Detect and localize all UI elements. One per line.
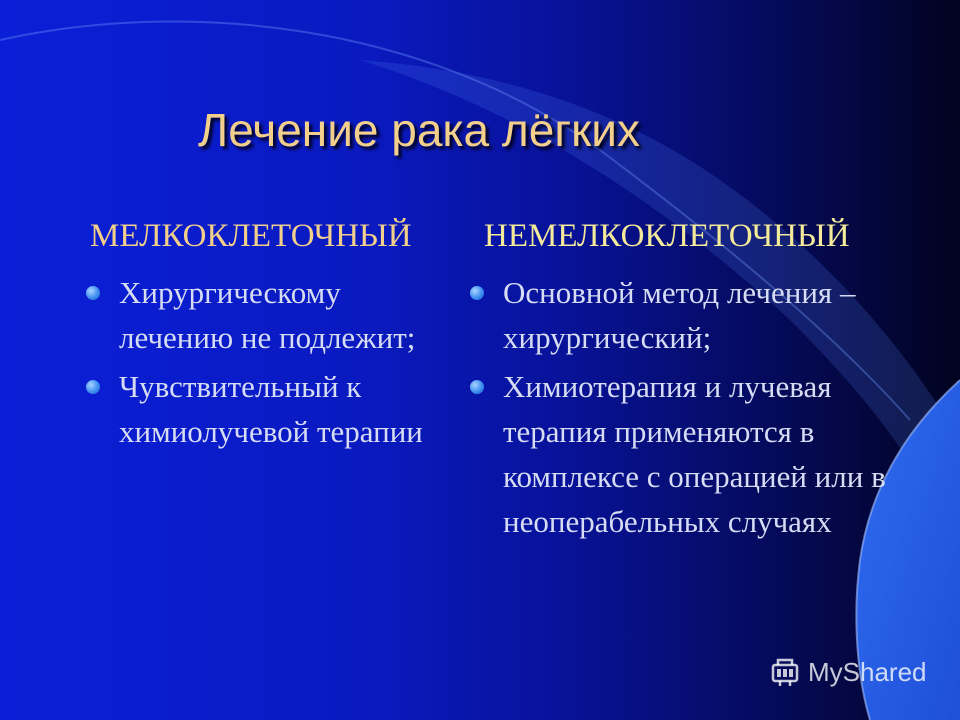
bullet-item: [468, 364, 918, 544]
myshared-watermark: [768, 655, 927, 689]
bullet-text: Основной метод лечения – хирургический;: [503, 275, 856, 355]
bullet-text: Хирургическому лечению не подлежит;: [119, 275, 416, 355]
bullet-list-small-cell: [84, 270, 429, 458]
bullet-text: Чувствительный к химиолучевой терапии: [119, 369, 423, 449]
watermark-text: MyShared: [808, 656, 927, 687]
slide-title: Лечение рака лёгких: [198, 104, 640, 156]
bullet-item: [84, 270, 429, 360]
bullet-item: [468, 270, 918, 360]
bullet-dot-icon: [470, 380, 484, 394]
bullet-dot-icon: [86, 286, 100, 300]
bullet-item: [84, 364, 429, 454]
column-heading-non-small-cell: НЕМЕЛКОКЛЕТОЧНЫЙ: [484, 218, 850, 254]
bullet-list-non-small-cell: [468, 270, 918, 548]
bullet-dot-icon: [470, 286, 484, 300]
myshared-logo-icon: [768, 655, 802, 689]
column-heading-small-cell: МЕЛКОКЛЕТОЧНЫЙ: [90, 218, 412, 254]
bullet-text: Химиотерапия и лучевая терапия применяются в комплексе с операцией или в неоперабельных случаях: [503, 369, 886, 539]
bullet-dot-icon: [86, 380, 100, 394]
